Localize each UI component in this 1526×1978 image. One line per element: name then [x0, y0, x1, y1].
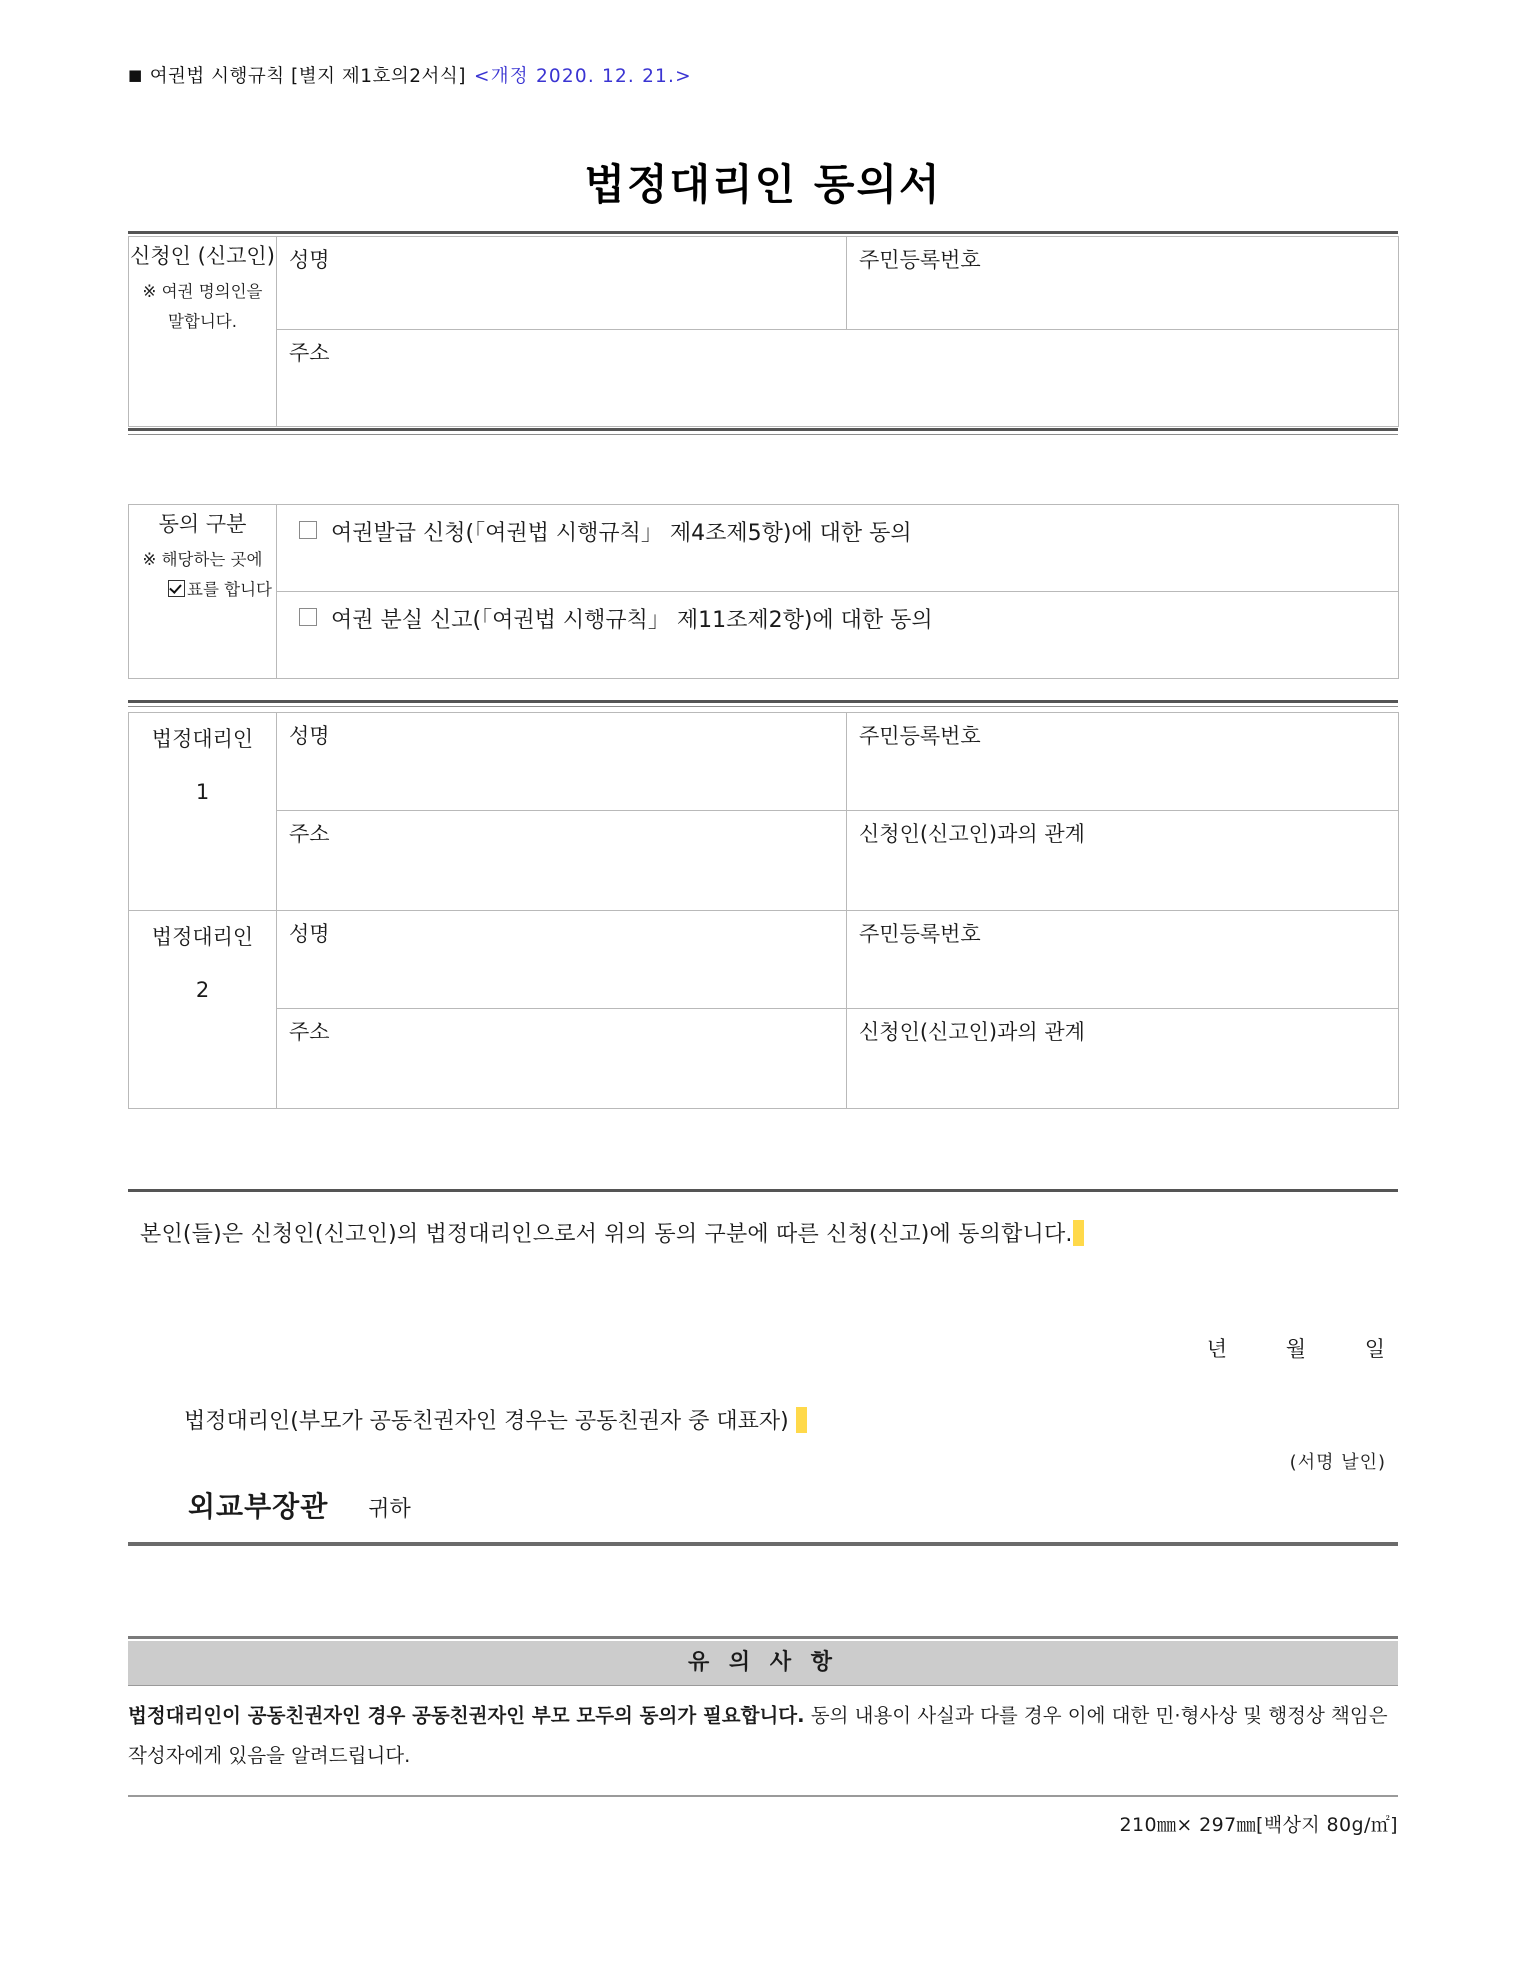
notice-body-rest: 동의 내용이 사실과 다를 경우 이에 대한 민·형사상 및 행정상 책임은 작성자에게 있음을 알려드립니다.	[128, 1704, 1388, 1767]
representative-2-address-label: 주소	[289, 1020, 330, 1044]
signer-line	[184, 1404, 807, 1435]
consent-option-1-label: 여권발급 신청(「여권법 시행규칙」 제4조제5항)에 대한 동의	[331, 521, 912, 546]
paper-spec: 210㎜× 297㎜[백상지 80g/㎡]	[1119, 1814, 1398, 1836]
checkbox-icon-option-2[interactable]	[299, 608, 317, 626]
date-year-label[interactable]: 년	[1206, 1337, 1229, 1361]
applicant-table-bottom-rule2	[128, 434, 1398, 435]
notice-top-rule	[128, 1636, 1398, 1639]
representative-2-table	[128, 910, 1399, 1109]
representative-table-bottom-rule	[128, 1189, 1398, 1192]
representative-1-name-field[interactable]	[277, 713, 847, 811]
representative-1-address-label: 주소	[289, 822, 330, 846]
representative-2-label-line2: 2	[195, 977, 210, 1002]
addressee-office: 외교부장관	[188, 1490, 329, 1523]
date-day-label[interactable]: 일	[1364, 1337, 1386, 1361]
applicant-table	[128, 236, 1399, 427]
representative-1-relation-label: 신청인(신고인)과의 관계	[859, 822, 1085, 846]
highlight-marker-statement	[1073, 1220, 1084, 1246]
addressee-honorific: 귀하	[368, 1497, 411, 1522]
seal-note: (서명 날인)	[1289, 1452, 1386, 1473]
checkbox-icon-option-1[interactable]	[299, 521, 317, 539]
consent-type-label-cell	[129, 505, 277, 679]
representative-1-rrn-field[interactable]	[847, 713, 1399, 811]
representative-2-name-field[interactable]	[277, 911, 847, 1009]
representative-1-label-cell	[129, 713, 277, 911]
applicant-table-bottom-rule	[128, 428, 1398, 431]
consent-option-1[interactable]	[277, 505, 1398, 564]
applicant-rrn-field[interactable]	[847, 237, 1399, 330]
representative-2-address-field[interactable]	[277, 1009, 847, 1109]
signer-label: 법정대리인(부모가 공동친권자인 경우는 공동친권자 중 대표자)	[184, 1409, 789, 1434]
representative-1-rrn-label: 주민등록번호	[859, 724, 981, 748]
representative-1-relation-field[interactable]	[847, 811, 1399, 911]
representative-1-address-field[interactable]	[277, 811, 847, 911]
consent-option-row-1[interactable]	[277, 505, 1399, 592]
applicant-name-field[interactable]	[277, 237, 847, 330]
consent-table-bottom-rule2	[128, 706, 1398, 707]
applicant-note-line1: ※ 여권 명의인을	[142, 281, 263, 301]
representative-1-name-label: 성명	[289, 724, 330, 748]
representative-2-rrn-field[interactable]	[847, 911, 1399, 1009]
representative-2-rrn-label: 주민등록번호	[859, 922, 981, 946]
applicant-label-cell	[129, 237, 277, 427]
consent-option-2[interactable]	[277, 592, 1398, 651]
notice-heading: 유 의 사 항	[128, 1641, 1398, 1686]
applicant-address-label: 주소	[289, 341, 330, 365]
consent-type-table	[128, 504, 1399, 679]
representative-2-relation-label: 신청인(신고인)과의 관계	[859, 1020, 1085, 1044]
notice-bottom-rule	[128, 1795, 1398, 1797]
applicant-rrn-label: 주민등록번호	[859, 248, 981, 272]
representative-2-label-cell	[129, 911, 277, 1109]
bullet-square-icon: ■	[128, 66, 143, 84]
notice-body	[128, 1696, 1398, 1776]
highlight-marker-signer	[796, 1407, 807, 1433]
representative-2-relation-field[interactable]	[847, 1009, 1399, 1109]
page-title: 법정대리인 동의서	[584, 160, 942, 209]
applicant-note-line2: 말합니다.	[167, 312, 237, 332]
consent-type-label: 동의 구분	[158, 512, 247, 536]
date-month-label[interactable]: 월	[1285, 1337, 1308, 1361]
checked-box-icon	[168, 580, 185, 597]
applicant-name-label: 성명	[289, 248, 330, 272]
representative-1-table	[128, 712, 1399, 911]
table-top-rule	[128, 231, 1398, 234]
consent-statement	[140, 1217, 1400, 1248]
consent-type-note-line2: 표를 합니다	[129, 575, 276, 606]
form-id-line	[128, 62, 692, 88]
revision-text: <개정 2020. 12. 21.>	[474, 66, 692, 87]
form-bottom-rule	[128, 1542, 1398, 1546]
representative-1-label-line1: 법정대리인	[151, 727, 254, 751]
notice-body-bold: 법정대리인이 공동친권자인 경우 공동친권자인 부모 모두의 동의가 필요합니다.	[128, 1704, 805, 1727]
consent-option-2-label: 여권 분실 신고(「여권법 시행규칙」 제11조제2항)에 대한 동의	[331, 608, 933, 633]
representative-2-label-line1: 법정대리인	[151, 925, 254, 949]
date-line	[1157, 1333, 1386, 1363]
applicant-label-main: 신청인	[130, 244, 191, 268]
consent-table-bottom-rule	[128, 700, 1398, 703]
applicant-label-sub: (신고인)	[197, 244, 275, 268]
representative-2-name-label: 성명	[289, 922, 330, 946]
applicant-address-field[interactable]	[277, 330, 1399, 427]
consent-statement-text: 본인(들)은 신청인(신고인)의 법정대리인으로서 위의 동의 구분에 따른 신청(신고)에 동의합니다.	[140, 1222, 1073, 1247]
consent-option-row-2[interactable]	[277, 592, 1399, 679]
consent-type-note-line1: ※ 해당하는 곳에	[142, 549, 263, 569]
representative-1-label-line2: 1	[195, 779, 210, 804]
form-id-text: 여권법 시행규칙 [별지 제1호의2서식]	[149, 66, 467, 87]
addressee-line	[188, 1485, 411, 1525]
